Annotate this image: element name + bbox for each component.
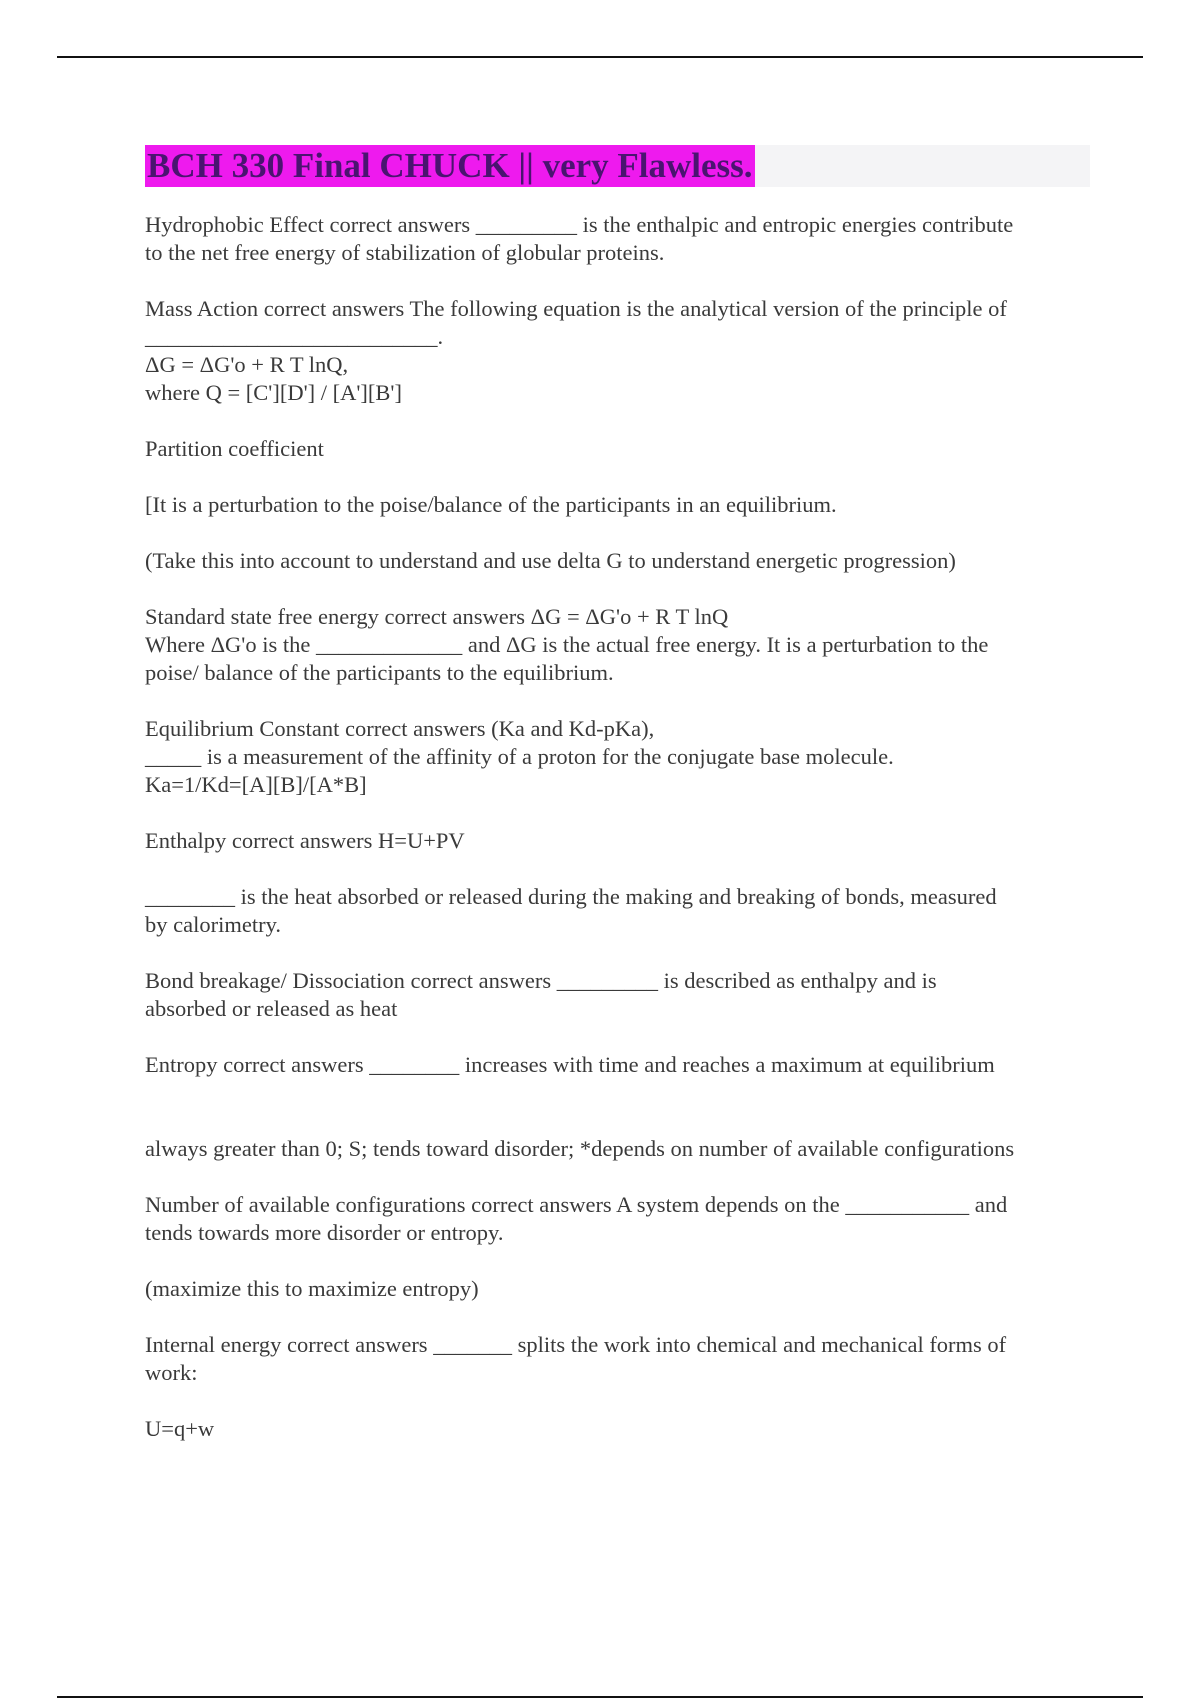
qa-available-configurations — [145, 1191, 1080, 1247]
qa-equilibrium-constant — [145, 715, 1080, 799]
text-line: tends towards more disorder or entropy. — [145, 1220, 504, 1245]
text-line: absorbed or released as heat — [145, 996, 398, 1021]
text-line: Entropy correct answers ________ increases with time and reaches a maximum at equilibrium — [145, 1052, 995, 1077]
qa-mass-action — [145, 295, 1080, 407]
text-line: (maximize this to maximize entropy) — [145, 1276, 479, 1301]
text-line: always greater than 0; S; tends toward disorder; *depends on number of available configurations — [145, 1136, 1015, 1161]
text-line: poise/ balance of the participants to the equilibrium. — [145, 660, 614, 685]
text-line: Enthalpy correct answers H=U+PV — [145, 828, 465, 853]
text-line: Equilibrium Constant correct answers (Ka and Kd-pKa), — [145, 716, 655, 741]
document-title: BCH 330 Final CHUCK || very Flawless. — [147, 146, 753, 185]
qa-enthalpy — [145, 827, 1080, 855]
note-delta-g — [145, 547, 1080, 575]
qa-standard-state-free-energy — [145, 603, 1080, 687]
text-line: Hydrophobic Effect correct answers _________ is the enthalpic and entropic energies contribute — [145, 212, 1014, 237]
qa-bond-breakage — [145, 967, 1080, 1023]
text-line: ________ is the heat absorbed or released during the making and breaking of bonds, measured — [145, 884, 997, 909]
qa-internal-energy — [145, 1331, 1080, 1387]
title-band — [145, 145, 1090, 187]
text-line: _____ is a measurement of the affinity of a proton for the conjugate base molecule. — [145, 744, 894, 769]
text-line: [It is a perturbation to the poise/balance of the participants in an equilibrium. — [145, 492, 837, 517]
text-line: Internal energy correct answers _______ splits the work into chemical and mechanical forms of — [145, 1332, 1007, 1357]
header-rule — [57, 56, 1143, 58]
footer-rule — [57, 1696, 1143, 1698]
equation-line: where Q = [C'][D'] / [A'][B'] — [145, 380, 402, 405]
qa-hydrophobic-effect — [145, 211, 1080, 267]
note-maximize-entropy — [145, 1275, 1080, 1303]
equation-line: Ka=1/Kd=[A][B]/[A*B] — [145, 772, 367, 797]
text-line: by calorimetry. — [145, 912, 281, 937]
equation-line: ΔG = ΔG'o + R T lnQ, — [145, 352, 349, 377]
text-line: work: — [145, 1360, 198, 1385]
note-entropy-properties — [145, 1135, 1080, 1163]
note-perturbation — [145, 491, 1080, 519]
text-line: Standard state free energy correct answers ΔG = ΔG'o + R T lnQ — [145, 604, 729, 629]
document-body — [145, 145, 1080, 1471]
qa-entropy — [145, 1051, 1080, 1079]
text-line: to the net free energy of stabilization of globular proteins. — [145, 240, 665, 265]
equation-line: U=q+w — [145, 1416, 215, 1441]
text-line: Number of available configurations correct answers A system depends on the ___________ and — [145, 1192, 1008, 1217]
text-line: (Take this into account to understand and use delta G to understand energetic progression) — [145, 548, 956, 573]
note-heat-absorbed — [145, 883, 1080, 939]
text-line: Partition coefficient — [145, 436, 324, 461]
equation-internal-energy — [145, 1415, 1080, 1443]
text-line: Where ΔG'o is the _____________ and ΔG is the actual free energy. It is a perturbation to the — [145, 632, 989, 657]
text-line: Bond breakage/ Dissociation correct answers _________ is described as enthalpy and is — [145, 968, 937, 993]
text-line: Mass Action correct answers The following equation is the analytical version of the principle of — [145, 296, 1007, 321]
text-line: __________________________. — [145, 324, 444, 349]
note-partition-coefficient — [145, 435, 1080, 463]
